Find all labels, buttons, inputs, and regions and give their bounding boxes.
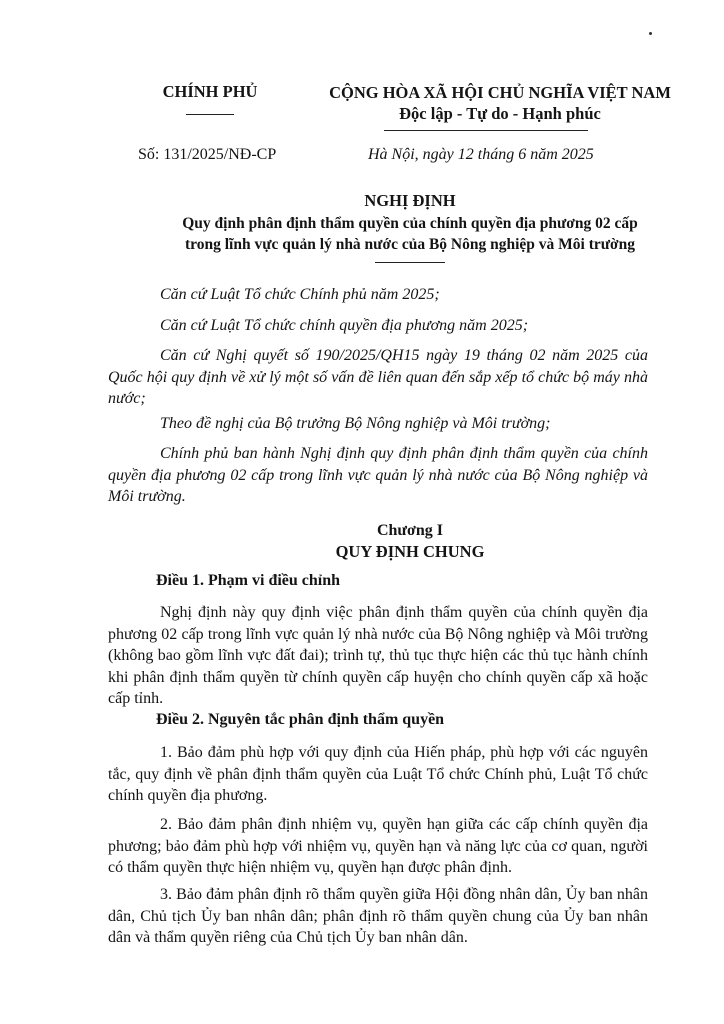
chapter-label: Chương I [376,522,444,539]
preamble-item: Chính phủ ban hành Nghị định quy định phân định thẩm quyền của chính quyền địa phương 02 cấp trong lĩnh vực quản lý nhà nước của Bộ Nông nghiệp và Môi trường. [108,445,648,505]
national-motto: Độc lập - Tự do - Hạnh phúc [399,104,601,123]
preamble-item: Theo đề nghị của Bộ trưởng Bộ Nông nghiệp và Môi trường; [160,415,551,432]
article-1-body: Nghị định này quy định việc phân định thẩm quyền của chính quyền địa phương 02 cấp trong lĩnh vực quản lý nhà nước của Bộ Nông nghiệp và Môi trường (không bao gồm lĩnh vực đất đai); trình tự, thủ tục thực hiện các thủ tục hành chính khi phân định thẩm quyền từ chính quyền cấp huyện cho chính quyền cấp xã hoặc cấp tỉnh. [108,604,648,707]
country-name: CỘNG HÒA XÃ HỘI CHỦ NGHĨA VIỆT NAM [329,83,671,102]
preamble-item: Căn cứ Luật Tổ chức Chính phủ năm 2025; [160,286,440,303]
subject-line-2: trong lĩnh vực quản lý nhà nước của Bộ Nông nghiệp và Môi trường [184,236,635,253]
preamble-item: Căn cứ Nghị quyết số 190/2025/QH15 ngày 19 tháng 02 năm 2025 của Quốc hội quy định về xử lý một số vấn đề liên quan đến sắp xếp tổ chức bộ máy nhà nước; [108,347,648,407]
document-number: Số: 131/2025/NĐ-CP [138,146,277,163]
document-subject [110,213,710,255]
article-1-heading: Điều 1. Phạm vi điều chỉnh [156,572,341,589]
motto-underline [384,130,588,131]
issuing-authority: CHÍNH PHỦ [162,82,258,101]
authority-underline [186,114,234,115]
national-title [300,82,700,124]
document-type: NGHỊ ĐỊNH [364,191,456,210]
scan-speck [649,32,652,35]
preamble-item: Căn cứ Luật Tổ chức chính quyền địa phương năm 2025; [160,317,529,334]
chapter-title: QUY ĐỊNH CHUNG [335,542,485,561]
place-date: Hà Nội, ngày 12 tháng 6 năm 2025 [368,146,594,163]
article-2-clause: 2. Bảo đảm phân định nhiệm vụ, quyền hạn giữa các cấp chính quyền địa phương; bảo đảm phù hợp với nhiệm vụ, quyền hạn và năng lực của cơ quan, người có thẩm quyền thực hiện nhiệm vụ, quyền hạn được phân định. [108,816,648,876]
article-2-heading: Điều 2. Nguyên tắc phân định thẩm quyền [156,711,445,728]
title-underline [375,262,445,263]
article-2-clause: 3. Bảo đảm phân định rõ thẩm quyền giữa Hội đồng nhân dân, Ủy ban nhân dân, Chủ tịch Ủy ban nhân dân; phân định rõ thẩm quyền chung của Ủy ban nhân dân và thẩm quyền riêng của Chủ tịch Ủy ban nhân dân. [108,886,648,946]
article-2-clause: 1. Bảo đảm phù hợp với quy định của Hiến pháp, phù hợp với các nguyên tắc, quy định về phân định thẩm quyền của Luật Tổ chức Chính phủ, Luật Tổ chức chính quyền địa phương. [108,744,648,804]
subject-line-1: Quy định phân định thẩm quyền của chính quyền địa phương 02 cấp [182,215,638,232]
